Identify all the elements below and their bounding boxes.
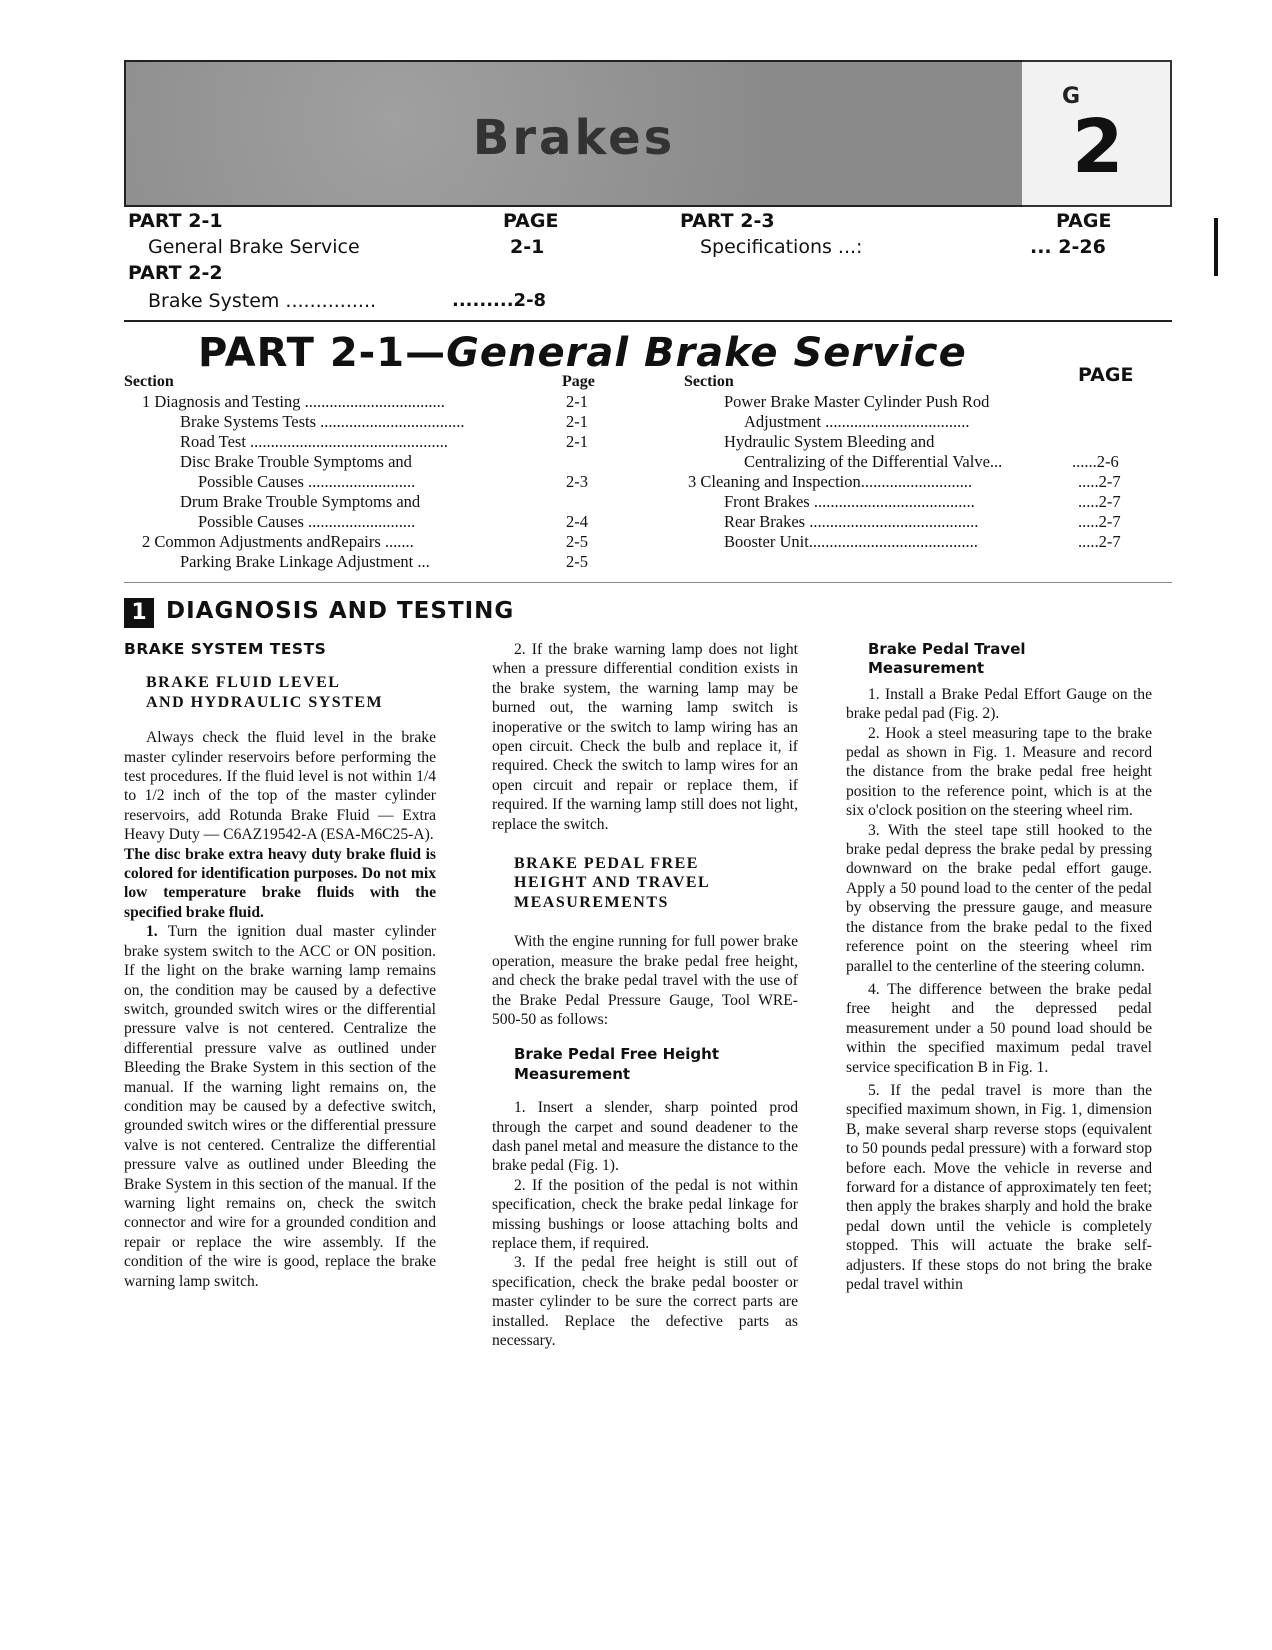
section-number-box: 1	[124, 598, 154, 628]
toc-right-4: 3 Cleaning and Inspection...........................	[688, 472, 973, 491]
col1-para-1: Always check the fluid level in the brake master cylinder reservoirs before performing the test procedures. If the fluid level is not within 1/4 to 1/2 inch of the top of the master cylinder reservoirs, add Rotunda Brake Fluid — Extra Heavy Duty — C6AZ19542-A (ESA-M6C25-A).	[124, 729, 436, 844]
toc-left-8: Parking Brake Linkage Adjustment ...	[180, 552, 430, 571]
toc-left-2: Road Test ................................................	[180, 432, 449, 451]
part-3-page: ... 2-26	[1030, 236, 1106, 258]
col1-para-2: Turn the ignition dual master cylinder brake system switch to the ACC or ON position. If the light on the brake warning lamp remains on, the condition may be caused by a defective switch, grounded switch wires or the differential pressure valve is not centered. Centralize the differential pressure valve as outlined under Bleeding the Brake System in this section of the manual. If the warning light remains on, the condition may be caused by a defective switch, grounded switch wires or the differential pressure valve is not centered. Centralize the differential pressure valve as outlined under Bleeding the Brake System in this section of the manual. If the warning light remains on, check the switch connector and wire for a grounded condition and repair or replace the wire assembly. If the condition of the wire is good, replace the brake warning lamp switch.	[124, 923, 436, 1290]
toc-page-header-left: Page	[562, 373, 595, 390]
toc-section-header-right: Section	[684, 373, 734, 390]
part-1-label: PART 2-1	[128, 210, 223, 232]
col3-para-2: 2. Hook a steel measuring tape to the brake pedal as shown in Fig. 1. Measure and record the distance from the brake pedal free height position to the reference point, which is at the six o'clock position on the steering wheel rim.	[846, 724, 1152, 820]
toc-right-5: Front Brakes .......................................	[724, 492, 975, 511]
page-header-1: PAGE	[503, 210, 559, 232]
col3-subsub-1: Brake Pedal Travel	[868, 640, 1026, 658]
toc-right-4-page: .....2-7	[1078, 472, 1121, 491]
divider-rule	[124, 320, 1172, 322]
toc-left-1-page: 2-1	[566, 412, 588, 431]
toc-left-6: Possible Causes ..........................	[198, 512, 416, 531]
col1-subheading-1: BRAKE FLUID LEVEL	[146, 674, 341, 692]
col2-para-4: 2. If the position of the pedal is not within specification, check the brake pedal linkage for missing bushings or loose attaching bolts and replace them, if required.	[492, 1176, 798, 1252]
toc-right-3: Centralizing of the Differential Valve...	[744, 452, 1003, 471]
text-column-1	[124, 640, 436, 1291]
col3-subsub-2: Measurement	[868, 659, 985, 678]
toc-right-5-page: .....2-7	[1078, 492, 1121, 511]
toc-left-5: Drum Brake Trouble Symptoms and	[180, 492, 421, 511]
col1-subheading-2: AND HYDRAULIC SYSTEM	[146, 693, 384, 711]
toc-page-header-right: PAGE	[1078, 364, 1134, 386]
part-1-title: General Brake Service	[148, 236, 360, 258]
title-banner	[124, 60, 1024, 207]
toc-left-7: 2 Common Adjustments andRepairs .......	[142, 532, 414, 551]
part-2-label: PART 2-2	[128, 262, 223, 284]
col2-subheading-3: MEASUREMENTS	[514, 893, 669, 911]
chapter-tab	[1022, 60, 1172, 207]
toc-right-3-page: ......2-6	[1072, 452, 1119, 471]
part-2-page: .........2-8	[452, 290, 547, 311]
toc-right-0: Power Brake Master Cylinder Push Rod	[724, 392, 990, 411]
toc-right-2: Hydraulic System Bleeding and	[724, 432, 935, 451]
toc-left-1: Brake Systems Tests ...................................	[180, 412, 465, 431]
col3-para-1: 1. Install a Brake Pedal Effort Gauge on the brake pedal pad (Fig. 2).	[846, 685, 1152, 723]
toc-left-2-page: 2-1	[566, 432, 588, 451]
toc-left-4-page: 2-3	[566, 472, 588, 491]
part-title	[198, 330, 967, 376]
section-title: DIAGNOSIS AND TESTING	[166, 598, 515, 624]
part-2-title: Brake System ...............	[148, 290, 377, 312]
toc-right-1: Adjustment ...................................	[744, 412, 970, 431]
toc-left-0: 1 Diagnosis and Testing ..................................	[142, 392, 445, 411]
text-column-3	[846, 640, 1152, 1294]
part-title-prefix: PART 2-1—	[198, 330, 447, 376]
text-column-2	[492, 640, 798, 1350]
toc-right-7: Booster Unit.........................................	[724, 532, 978, 551]
part-3-label: PART 2-3	[680, 210, 775, 232]
toc-section-header-left: Section	[124, 373, 174, 390]
toc-left-7-page: 2-5	[566, 532, 588, 551]
part-title-italic: General Brake Service	[446, 330, 967, 376]
toc-left-4: Possible Causes ..........................	[198, 472, 416, 491]
col2-para-1: 2. If the brake warning lamp does not light when a pressure differential condition exists in the brake system, the warning lamp may be burned out, the warning lamp switch is inoperative or the switch to lamp wiring has an open circuit. Check the bulb and replace it, if required. Check the switch to lamp wires for an open circuit and repair or replace them, if required. If the warning lamp still does not light, replace the switch.	[492, 641, 798, 833]
col3-para-4: 4. The difference between the brake pedal free height and the depressed pedal measurement under a 50 pound load should be within the specified maximum pedal travel service specification B in Fig. 1.	[846, 980, 1152, 1076]
col2-para-5: 3. If the pedal free height is still out of specification, check the brake pedal booster or master cylinder to be sure the correct parts are installed. Replace the defective parts as necessary.	[492, 1254, 798, 1349]
col2-para-2: With the engine running for full power brake operation, measure the brake pedal free height, and check the brake pedal travel with the use of the Brake Pedal Pressure Gauge, Tool WRE-500-50 as follows:	[492, 933, 798, 1028]
tab-letter: G	[1062, 84, 1081, 109]
col1-para-2-num: 1.	[146, 923, 158, 941]
col3-para-5: 5. If the pedal travel is more than the specified maximum shown, in Fig. 1, dimension B, make several sharp reverse stops (equivalent to 50 pounds pedal pressure) with a forward stop before each. Move the vehicle in reverse and forward for a distance of approximately ten feet; then apply the brakes sharply and hold the brake pedal down until the vehicle is completely stopped. This will actuate the brake self-adjusters. If these stops do not bring the brake pedal travel within	[846, 1081, 1152, 1293]
toc-left-8-page: 2-5	[566, 552, 588, 571]
col1-heading: BRAKE SYSTEM TESTS	[124, 640, 327, 658]
part-1-page: 2-1	[510, 236, 545, 258]
col2-subheading-1: BRAKE PEDAL FREE	[514, 855, 699, 873]
col3-para-3: 3. With the steel tape still hooked to the brake pedal depress the brake pedal by pressing downward on the brake pedal effort gauge. Apply a 50 pound load to the center of the pedal by observing the pressure gauge, and measure the distance from the brake pedal to the fixed reference point on the steering wheel rim parallel to the centerline of the steering column.	[846, 821, 1152, 975]
toc-right-6: Rear Brakes .........................................	[724, 512, 979, 531]
col2-subsub-1: Brake Pedal Free Height	[514, 1045, 720, 1064]
col2-subsub-2: Measurement	[514, 1064, 631, 1083]
page-header-2: PAGE	[1056, 210, 1112, 232]
toc-left-0-page: 2-1	[566, 392, 588, 411]
part-3-title: Specifications ...:	[700, 236, 863, 258]
col1-para-1-bold: The disc brake extra heavy duty brake fluid is colored for identification purposes. Do not mix low temperature brake fluids with the specified brake fluid.	[124, 845, 436, 921]
margin-mark	[1214, 218, 1218, 276]
toc-left-3: Disc Brake Trouble Symptoms and	[180, 452, 412, 471]
toc-left-6-page: 2-4	[566, 512, 588, 531]
col2-subheading-2: HEIGHT AND TRAVEL	[514, 874, 711, 892]
toc-right-7-page: .....2-7	[1078, 532, 1121, 551]
tab-number: 2	[1072, 104, 1124, 190]
chapter-title: Brakes	[472, 110, 676, 166]
toc-right-6-page: .....2-7	[1078, 512, 1121, 531]
toc-divider	[124, 582, 1172, 583]
col2-para-3: 1. Insert a slender, sharp pointed prod through the carpet and sound deadener to the dash panel metal and measure the distance to the brake pedal (Fig. 1).	[492, 1099, 798, 1175]
col1-para-2-wrap	[124, 922, 436, 1291]
